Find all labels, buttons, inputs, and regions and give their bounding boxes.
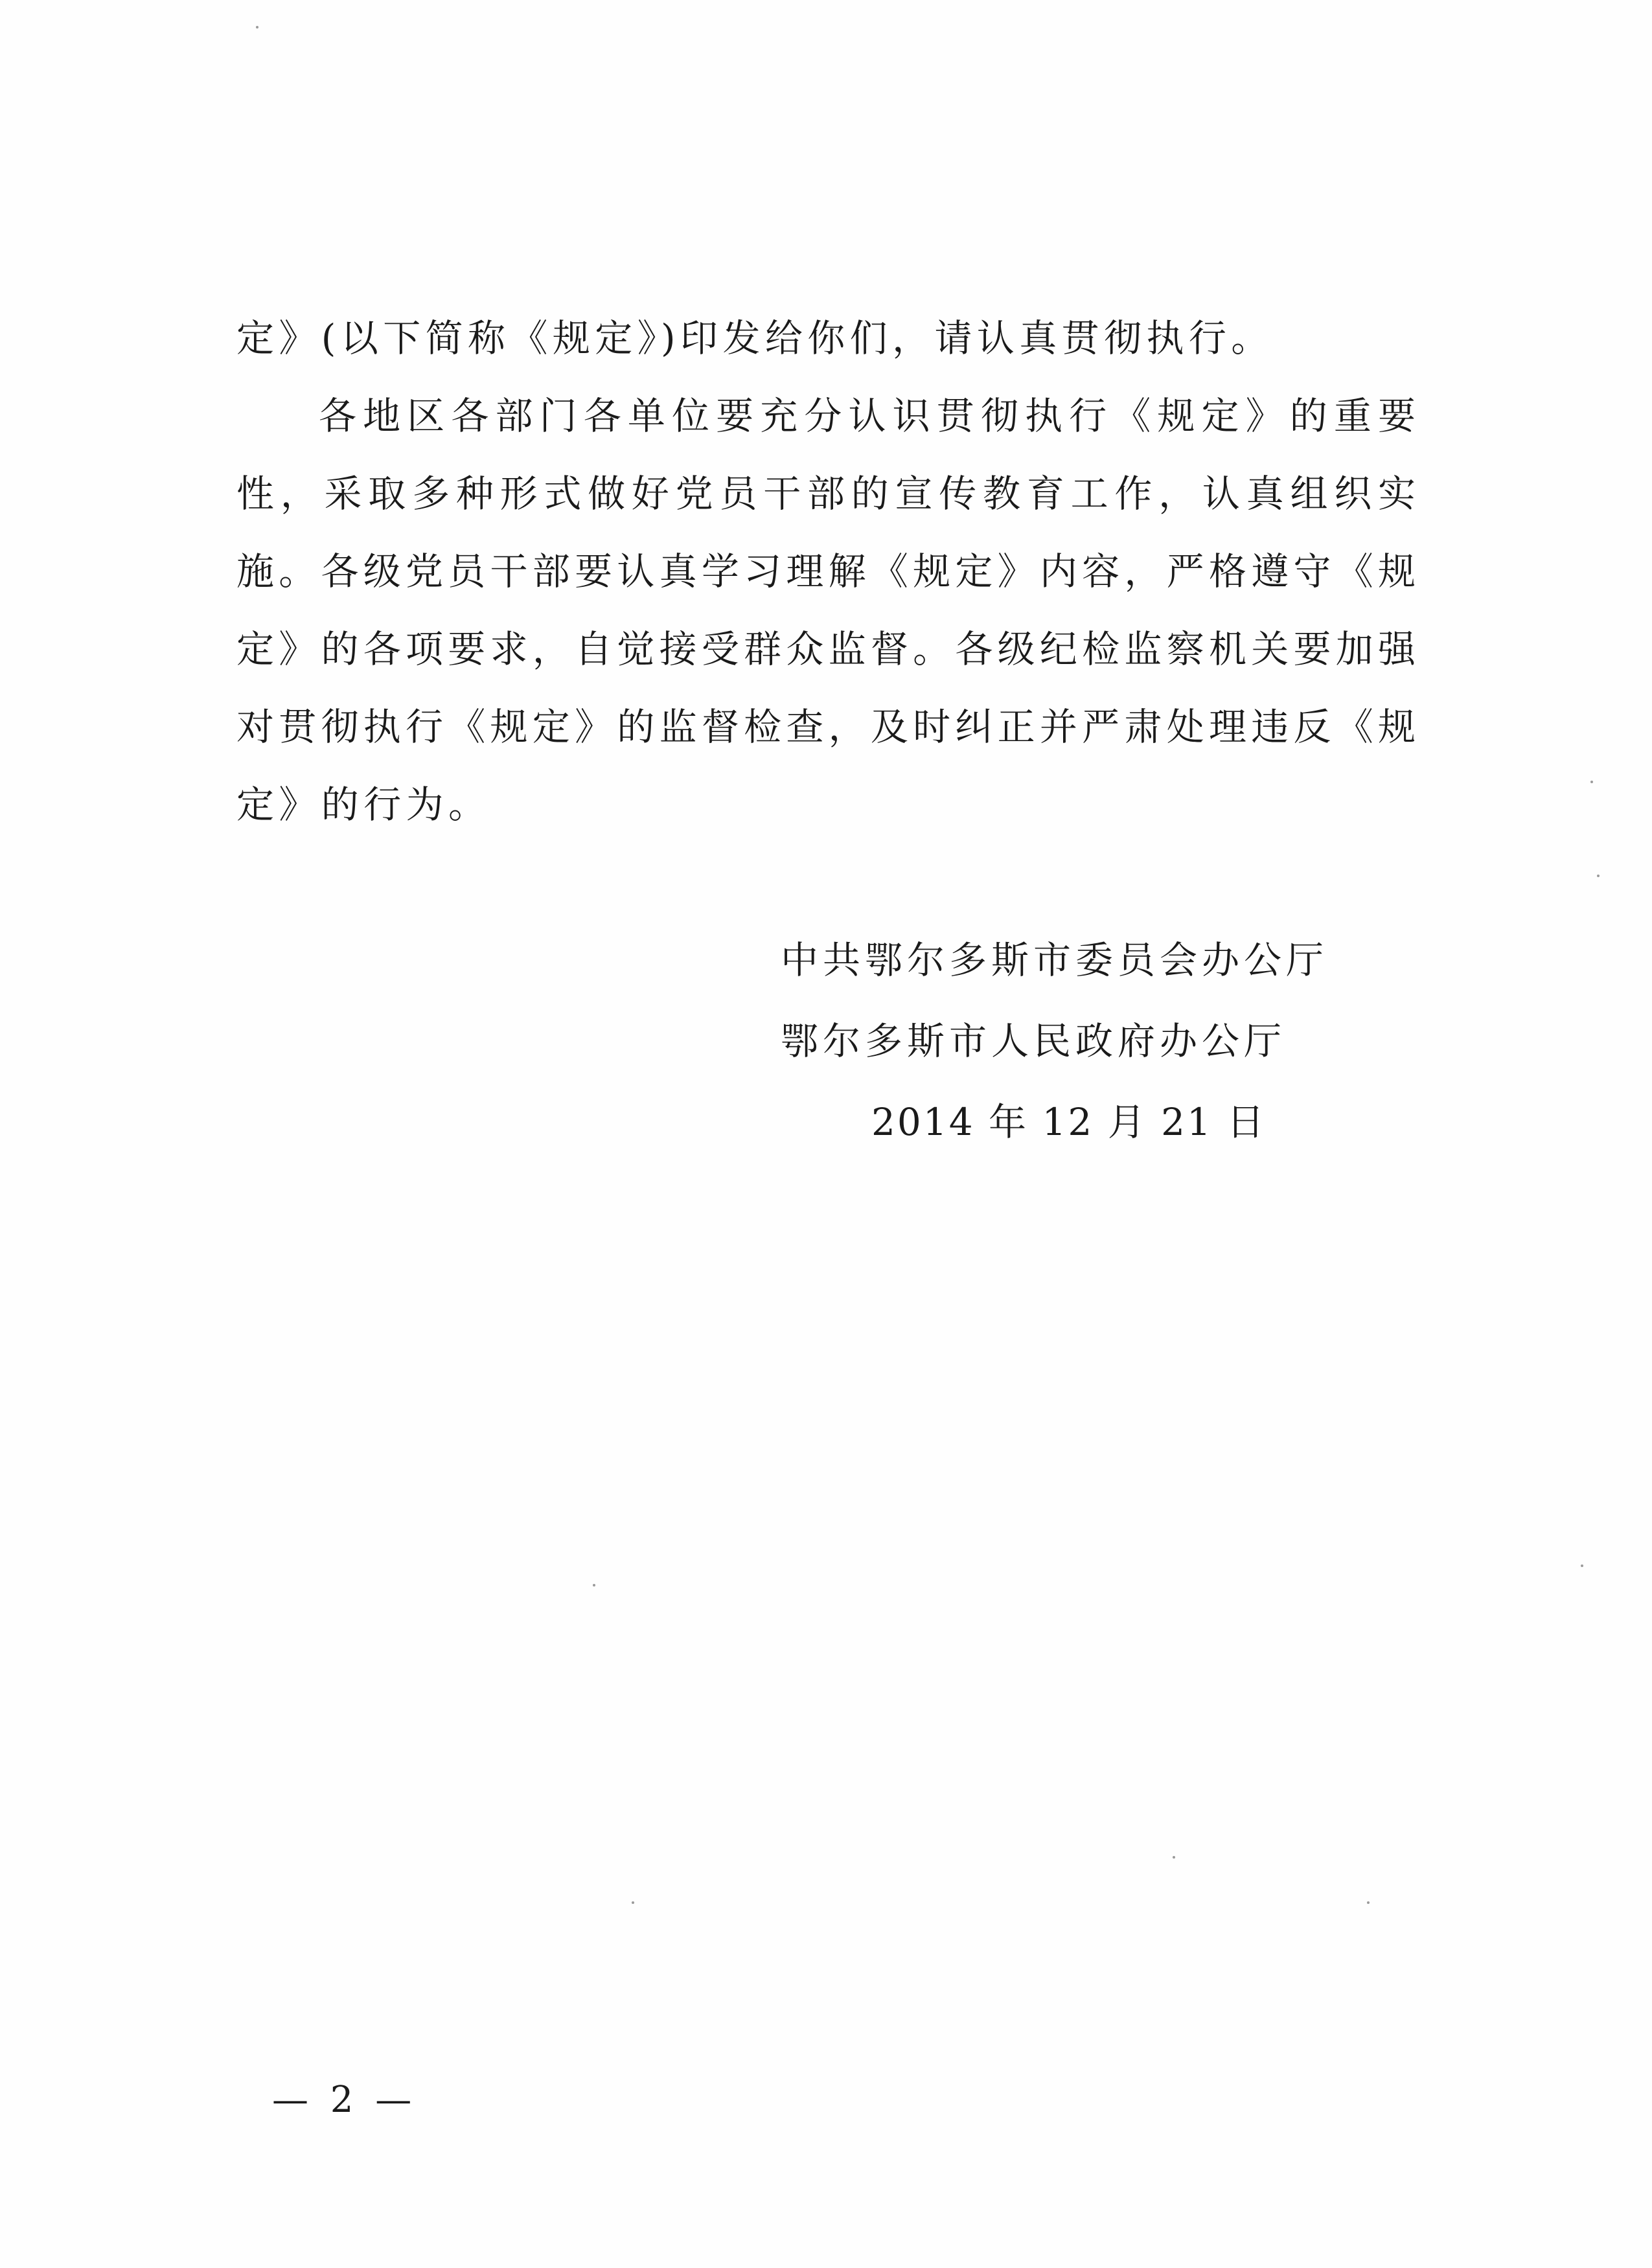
body-line: 定》(以下简称《规定》)印发给你们，请认真贯彻执行。 [236, 317, 1274, 359]
body-line: 施。各级党员干部要认真学习理解《规定》内容，严格遵守《规 [236, 551, 1416, 592]
issue-date: 2014 年 12 月 21 日 [871, 1100, 1267, 1144]
body-line: 对贯彻执行《规定》的监督检查，及时纠正并严肃处理违反《规 [236, 706, 1416, 748]
body-line: 定》的各项要求，自觉接受群众监督。各级纪检监察机关要加强 [236, 628, 1416, 670]
body-line: 性，采取多种形式做好党员干部的宣传教育工作，认真组织实 [236, 473, 1416, 514]
signatory: 中共鄂尔多斯市委员会办公厅 [781, 938, 1329, 982]
body-line: 定》的行为。 [236, 784, 491, 825]
scan-speck [593, 1584, 595, 1586]
scan-speck [256, 26, 258, 29]
page-number: — 2 — [272, 2079, 417, 2121]
scan-speck [1597, 875, 1600, 877]
scan-speck [1581, 1564, 1583, 1567]
scan-speck [632, 1901, 634, 1904]
scan-speck [1367, 1901, 1370, 1904]
body-line: 各地区各部门各单位要充分认识贯彻执行《规定》的重要 [319, 395, 1416, 437]
scan-speck [1590, 781, 1593, 783]
signatory: 鄂尔多斯市人民政府办公厅 [781, 1019, 1287, 1063]
scan-speck [1173, 1856, 1175, 1859]
